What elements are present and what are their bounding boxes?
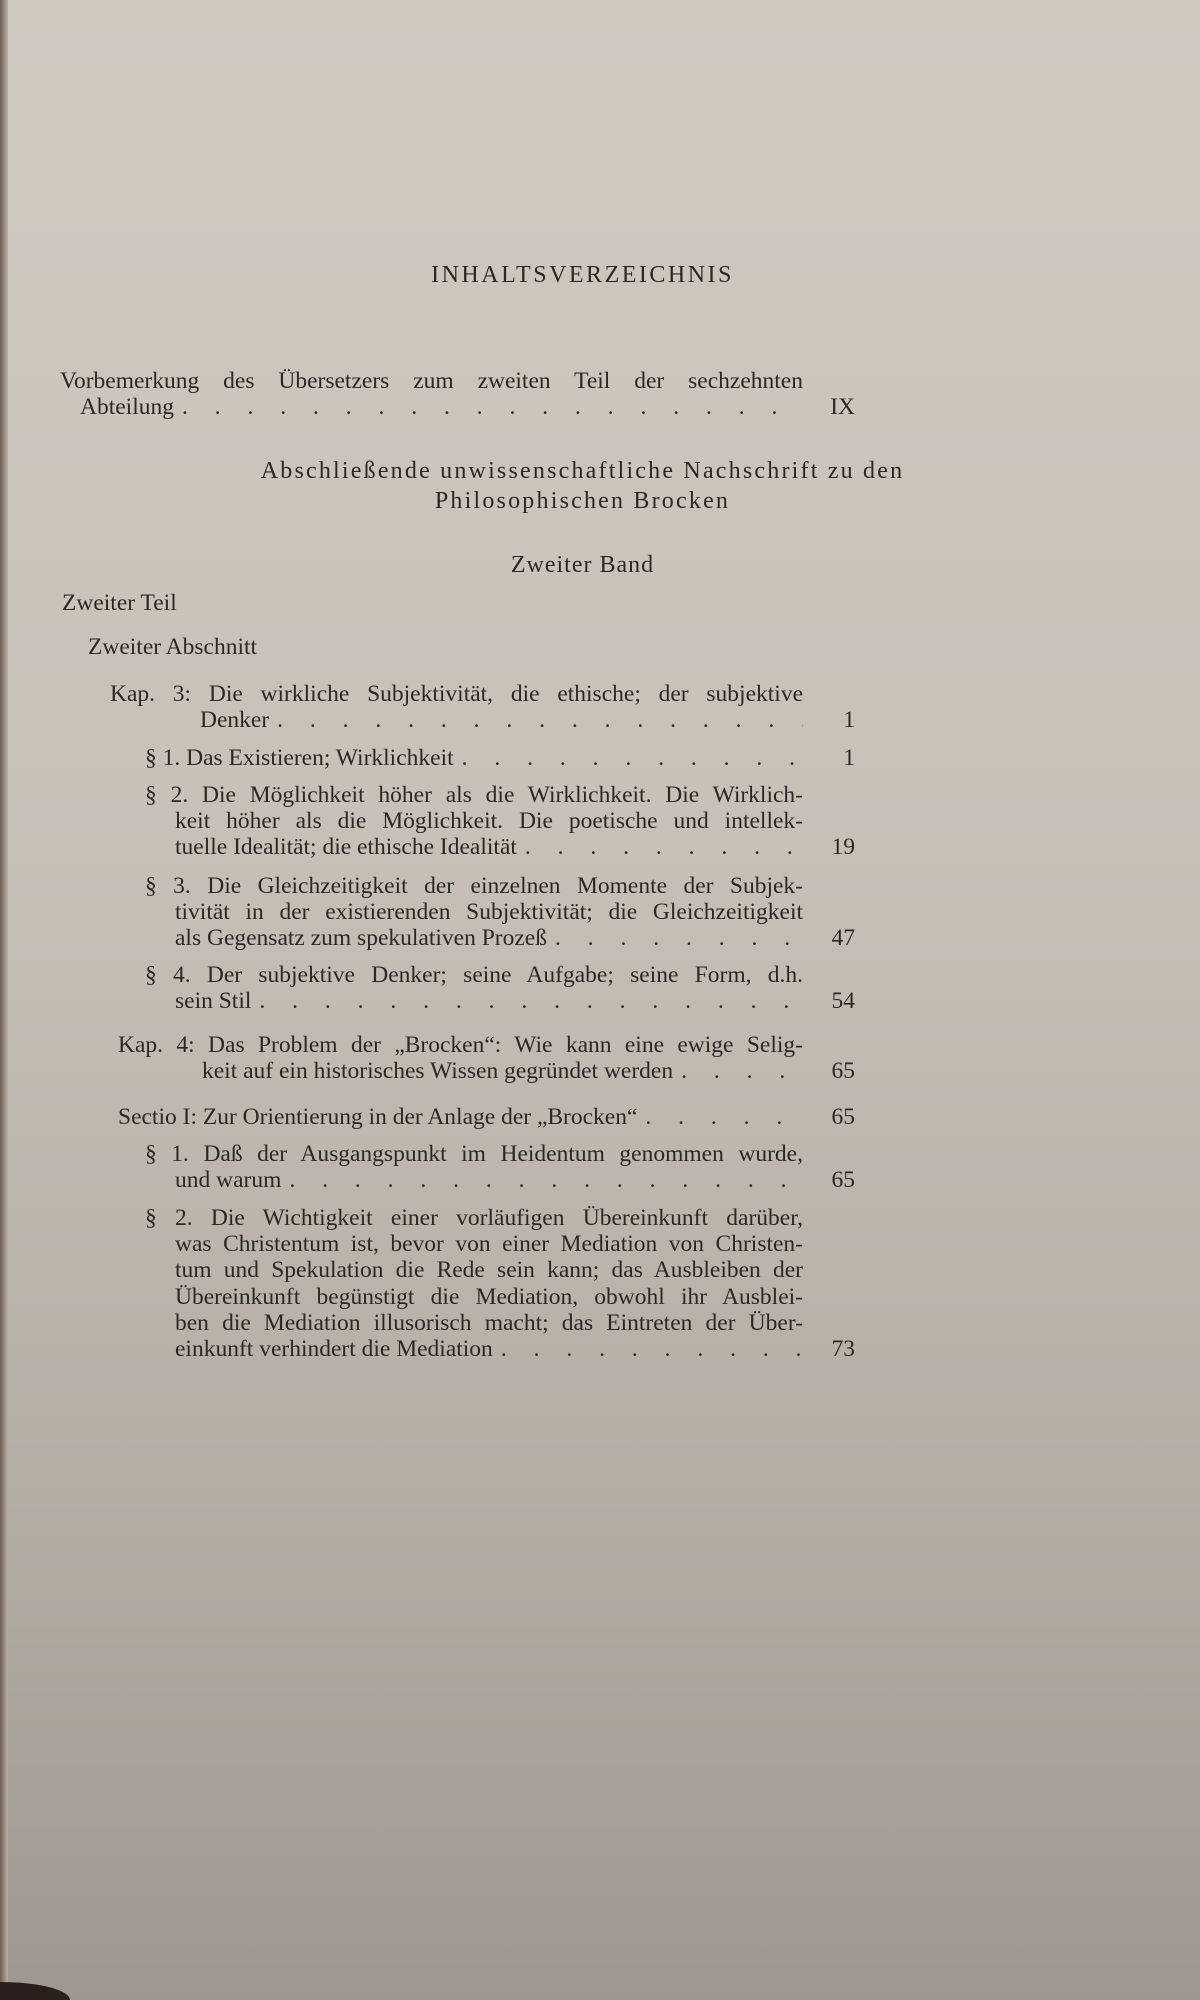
toc-line-last	[145, 834, 855, 860]
toc-line: Übereinkunft begünstigt die Mediation, obwohl ihr Ausblei-	[175, 1283, 803, 1310]
toc-entry-3-4	[145, 962, 855, 1014]
work-title-line-1: Abschließende unwissenschaftliche Nachschrift zu den	[260, 458, 905, 484]
page-number: 54	[831, 988, 855, 1015]
toc-line-text: einkunft verhindert die Mediation	[175, 1335, 493, 1362]
toc-entry-3-3	[145, 873, 855, 952]
toc-line: tivität in der existierenden Subjektivität; die Gleichzeitigkeit	[175, 899, 803, 926]
toc-line-text: keit auf ein historisches Wissen gegründet werden	[202, 1058, 674, 1085]
toc-line-last	[60, 394, 855, 420]
toc-entry-3-2	[145, 782, 855, 861]
toc-line: keit höher als die Möglichkeit. Die poetische und intellek-	[175, 808, 803, 835]
dot-leader	[637, 1104, 803, 1130]
dot-leader	[673, 1058, 803, 1084]
toc-line: § 2. Die Wichtigkeit einer vorläufigen Übereinkunft darüber,	[145, 1205, 803, 1231]
toc-line-last	[145, 1336, 855, 1362]
page-number: IX	[830, 394, 855, 421]
page-number: 1	[843, 707, 855, 734]
page-number: 73	[831, 1335, 855, 1362]
part-heading: Zweiter Teil	[62, 590, 177, 616]
dot-leader	[517, 834, 803, 860]
toc-line-last	[145, 745, 855, 771]
work-title-line-2: Philosophischen Brocken	[434, 488, 731, 514]
toc-line: tum und Spekulation die Rede sein kann; das Ausbleiben der	[175, 1257, 803, 1284]
dot-leader	[269, 707, 803, 733]
page-corner-shadow	[0, 1982, 70, 2000]
toc-line-last	[118, 1058, 855, 1084]
toc-entry-sectio-1-2	[145, 1205, 855, 1362]
toc-line: Kap. 4: Das Problem der „Brocken“: Wie kann eine ewige Selig-	[118, 1032, 803, 1058]
dot-leader	[174, 394, 803, 420]
toc-line: ben die Mediation illusorisch macht; das Eintreten der Über-	[175, 1309, 803, 1336]
toc-entry-preface	[60, 368, 855, 420]
toc-line-text: als Gegensatz zum spekulativen Prozeß	[175, 925, 547, 952]
toc-line-last	[145, 1167, 855, 1193]
toc-line: § 4. Der subjektive Denker; seine Aufgabe; seine Form, d.h.	[145, 962, 803, 988]
page-number: 19	[831, 834, 855, 861]
toc-line-text: sein Stil	[175, 988, 252, 1015]
page-number: 65	[831, 1058, 855, 1085]
toc-line-last	[110, 707, 855, 733]
dot-leader	[454, 745, 803, 771]
toc-entry-sectio-1	[118, 1104, 855, 1130]
toc-line-text: Denker	[200, 707, 270, 734]
toc-line: Kap. 3: Die wirkliche Subjektivität, die ethische; der subjektive	[110, 681, 803, 707]
toc-entry-chapter-4	[118, 1032, 855, 1084]
toc-line-last	[118, 1104, 855, 1130]
section-heading: Zweiter Abschnitt	[88, 634, 258, 660]
toc-line: was Christentum ist, bevor von einer Mediation von Christen-	[175, 1231, 803, 1258]
toc-entry-sectio-1-1	[145, 1141, 855, 1193]
toc-line-text: § 1. Das Existieren; Wirklichkeit	[145, 745, 454, 771]
book-spine-edge	[0, 0, 8, 2000]
toc-line: Vorbemerkung des Übersetzers zum zweiten Teil der sechzehnten	[60, 368, 803, 394]
volume-heading: Zweiter Band	[510, 552, 655, 578]
toc-line: § 3. Die Gleichzeitigkeit der einzelnen Momente der Subjek-	[145, 873, 803, 899]
page-number: 1	[843, 745, 855, 771]
dot-leader	[251, 988, 803, 1014]
dot-leader	[547, 925, 803, 951]
page-number: 65	[831, 1167, 855, 1194]
toc-line-text: tuelle Idealität; die ethische Idealität	[175, 834, 517, 861]
page-number: 65	[831, 1104, 855, 1130]
toc-entry-3-1	[145, 745, 855, 771]
toc-line-last	[145, 988, 855, 1014]
toc-line-text: Sectio I: Zur Orientierung in der Anlage der „Brocken“	[118, 1104, 638, 1130]
page-number: 47	[831, 925, 855, 952]
toc-line-text: Abteilung	[80, 394, 174, 421]
toc-line: § 1. Daß der Ausgangspunkt im Heidentum genommen wurde,	[145, 1141, 803, 1167]
toc-line: § 2. Die Möglichkeit höher als die Wirklichkeit. Die Wirklich-	[145, 782, 803, 808]
dot-leader	[281, 1167, 803, 1193]
dot-leader	[493, 1336, 803, 1362]
toc-entry-chapter-3	[110, 681, 855, 733]
toc-line-text: und warum	[175, 1167, 282, 1194]
toc-line-last	[145, 925, 855, 951]
page-title: INHALTSVERZEICHNIS	[431, 262, 734, 288]
